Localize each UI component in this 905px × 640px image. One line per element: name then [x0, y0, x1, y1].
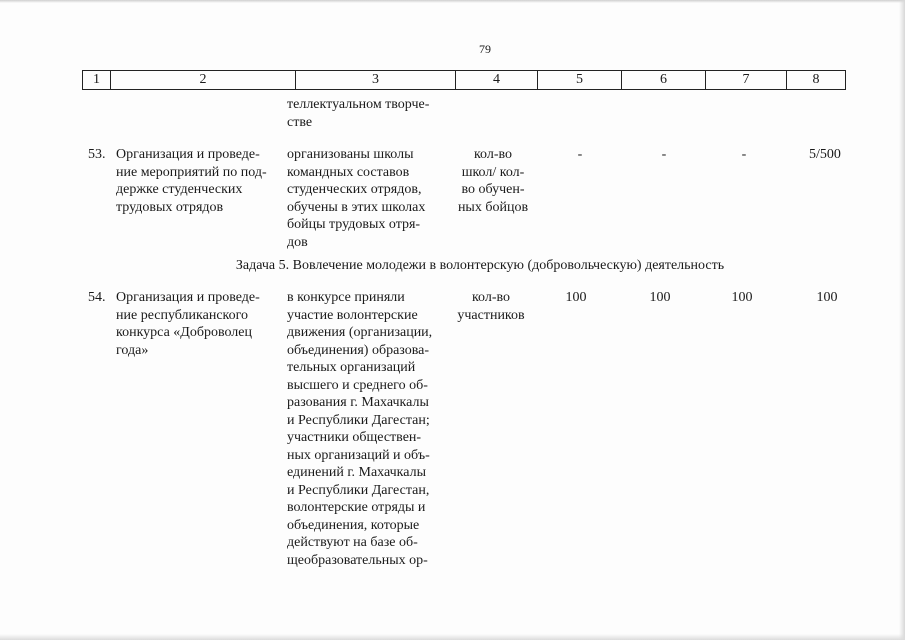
header-cell-4: 4 — [456, 71, 538, 89]
header-cell-2: 2 — [111, 71, 296, 89]
header-cell-7: 7 — [706, 71, 787, 89]
header-cell-5: 5 — [538, 71, 622, 89]
row54-value-col5: 100 — [565, 290, 587, 305]
row54-event-name: Организация и проведе- ние республиканского конкурса «Доброволец года» — [116, 290, 260, 358]
continued-indicator-text: теллектуальном творче- стве — [287, 97, 430, 130]
row54-value-col7: 100 — [731, 290, 753, 305]
scan-edge-bottom — [0, 634, 905, 640]
page-number: 79 — [479, 42, 491, 56]
row54-value-col6: 100 — [649, 290, 671, 305]
table-header-row — [82, 70, 846, 90]
row54-indicator: в конкурсе приняли участие волонтерские движения (организации, объединения) образова- тельных организаций высшего и среднего об- разования г. Махачкалы и Республики Дагестан; участники обществен- ных организаций и объ- единений г. Махачкалы и Республики Дагестан, волонтерские отряды и объединения, которые действуют на базе об- щеобразовательных ор- — [287, 290, 433, 568]
scan-edge-right — [899, 0, 905, 640]
row53-event-name: Организация и проведе- ние мероприятий по под- держке студенческих трудовых отрядов — [116, 147, 267, 215]
header-cell-1: 1 — [83, 71, 111, 89]
task-heading: Задача 5. Вовлечение молодежи в волонтерскую (добровольческую) деятельность — [235, 258, 725, 273]
scan-edge-top — [0, 0, 905, 3]
row53-value-col5: - — [577, 147, 583, 162]
row53-indicator: организованы школы командных составов студенческих отрядов, обучены в этих школах бойцы трудовых отря- дов — [287, 147, 426, 250]
row53-number: 53. — [88, 147, 106, 162]
header-cell-6: 6 — [622, 71, 706, 89]
row53-value-col6: - — [661, 147, 667, 162]
row53-value-col8: 5/500 — [809, 147, 841, 162]
row54-value-col8: 100 — [816, 290, 838, 305]
row53-value-col7: - — [741, 147, 747, 162]
row54-unit: кол-во участников — [457, 290, 525, 323]
header-cell-8: 8 — [812, 72, 820, 87]
row53-unit: кол-во школ/ кол- во обучен- ных бойцов — [457, 147, 529, 215]
header-cell-3: 3 — [296, 71, 456, 89]
row54-number: 54. — [88, 290, 106, 305]
